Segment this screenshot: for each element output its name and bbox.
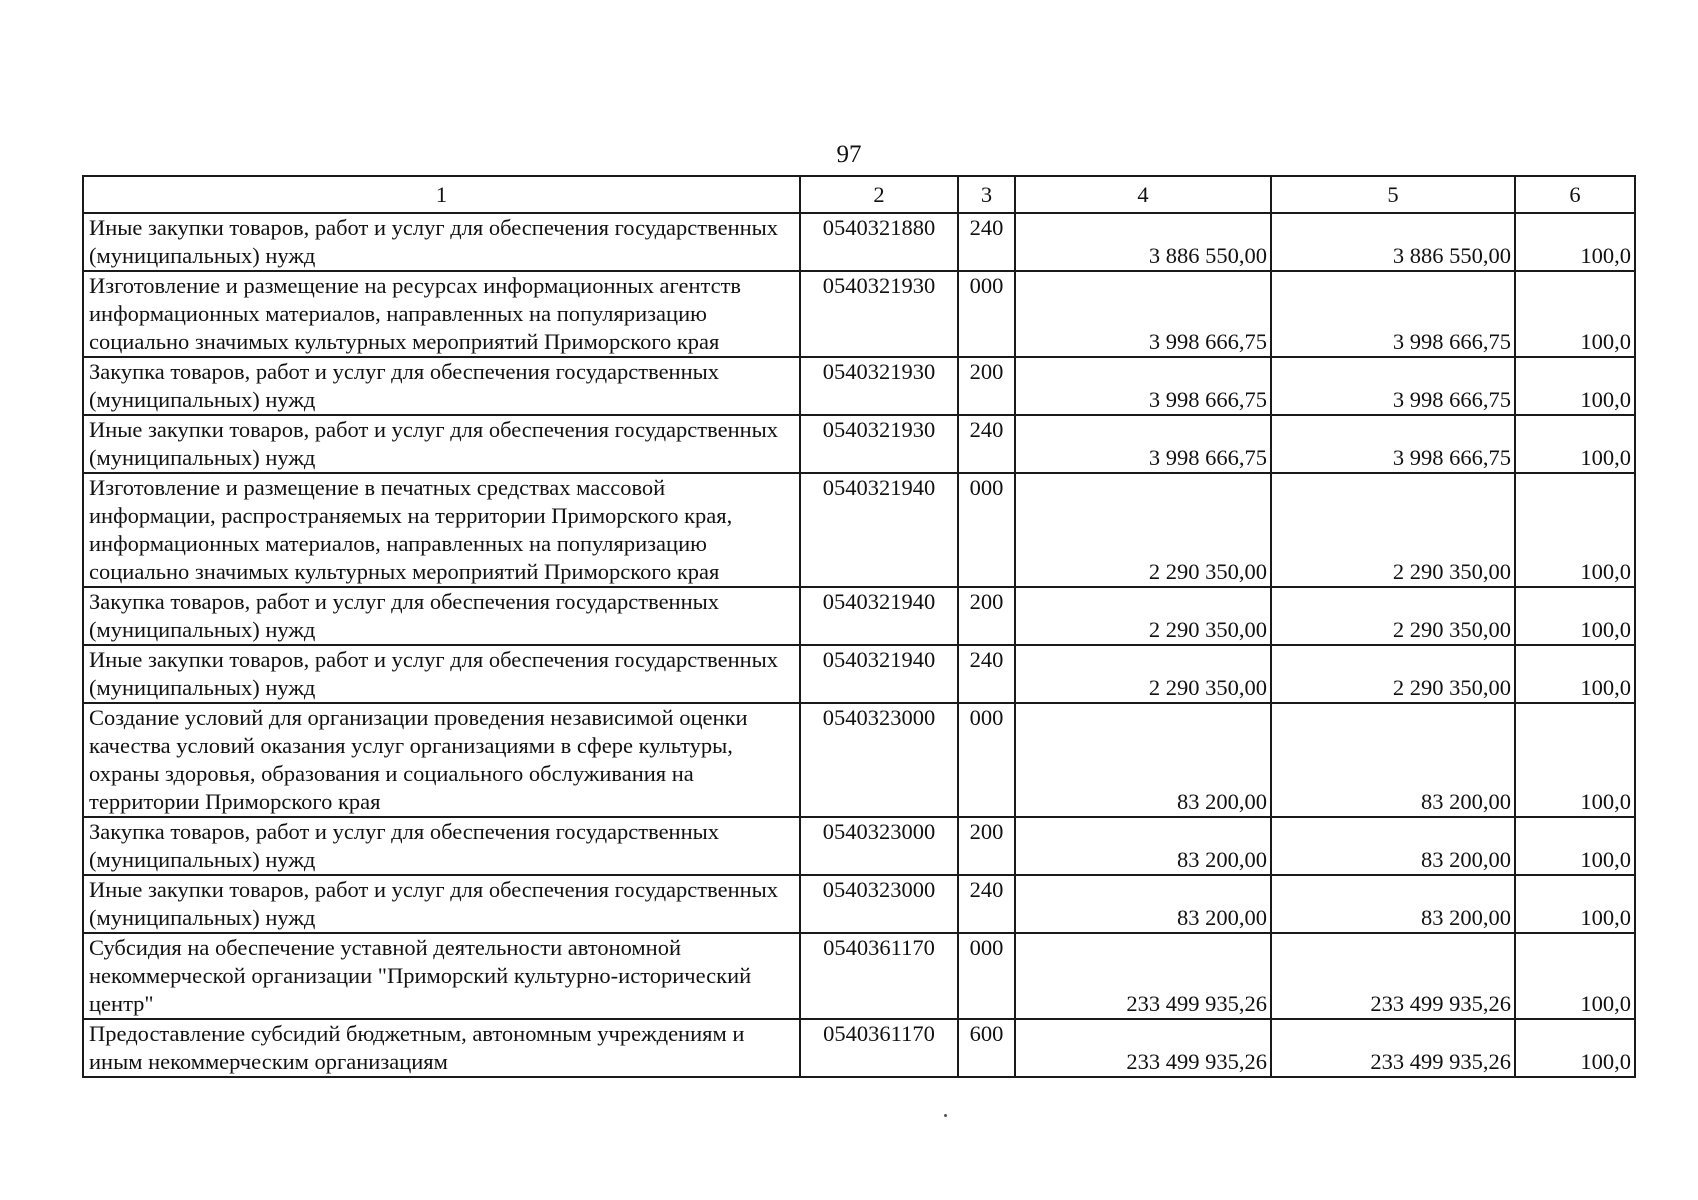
row-value-4-cell: 3 886 550,00	[1015, 213, 1271, 271]
row-percent-cell: 100,0	[1515, 817, 1635, 875]
row-value-4-cell: 2 290 350,00	[1015, 645, 1271, 703]
row-name-cell: Изготовление и размещение в печатных средствах массовой информации, распространяемых на территории Приморского края, информационных материалов, направленных на популяризацию социально значимых культурных мероприятий Приморского края	[83, 473, 800, 587]
row-type-cell: 000	[958, 271, 1015, 357]
row-value-5-cell: 2 290 350,00	[1271, 473, 1515, 587]
row-name-cell: Закупка товаров, работ и услуг для обеспечения государственных (муниципальных) нужд	[83, 817, 800, 875]
row-value-5-cell: 83 200,00	[1271, 875, 1515, 933]
header-cell-3: 3	[958, 176, 1015, 213]
row-type-cell: 000	[958, 473, 1015, 587]
row-value-4-cell: 233 499 935,26	[1015, 933, 1271, 1019]
row-value-4-cell: 83 200,00	[1015, 817, 1271, 875]
row-percent-cell: 100,0	[1515, 933, 1635, 1019]
row-value-5-cell: 3 998 666,75	[1271, 415, 1515, 473]
row-code-cell: 0540321880	[800, 213, 958, 271]
table-row	[83, 415, 1635, 473]
row-value-4-cell: 3 998 666,75	[1015, 271, 1271, 357]
row-name-cell: Иные закупки товаров, работ и услуг для обеспечения государственных (муниципальных) нужд	[83, 645, 800, 703]
table-row	[83, 1019, 1635, 1077]
row-value-5-cell: 233 499 935,26	[1271, 933, 1515, 1019]
row-percent-cell: 100,0	[1515, 703, 1635, 817]
row-value-4-cell: 233 499 935,26	[1015, 1019, 1271, 1077]
row-code-cell: 0540323000	[800, 817, 958, 875]
row-code-cell: 0540321940	[800, 473, 958, 587]
row-type-cell: 600	[958, 1019, 1015, 1077]
table-row	[83, 271, 1635, 357]
row-percent-cell: 100,0	[1515, 473, 1635, 587]
row-percent-cell: 100,0	[1515, 645, 1635, 703]
row-name-cell: Иные закупки товаров, работ и услуг для обеспечения государственных (муниципальных) нужд	[83, 415, 800, 473]
row-code-cell: 0540321930	[800, 415, 958, 473]
page-number: 97	[836, 141, 862, 168]
header-cell-2: 2	[800, 176, 958, 213]
row-value-5-cell: 3 998 666,75	[1271, 271, 1515, 357]
row-name-cell: Закупка товаров, работ и услуг для обеспечения государственных (муниципальных) нужд	[83, 587, 800, 645]
budget-table	[82, 175, 1636, 1078]
header-cell-6: 6	[1515, 176, 1635, 213]
row-code-cell: 0540321930	[800, 357, 958, 415]
row-code-cell: 0540323000	[800, 703, 958, 817]
row-type-cell: 240	[958, 645, 1015, 703]
row-value-4-cell: 3 998 666,75	[1015, 415, 1271, 473]
row-type-cell: 240	[958, 213, 1015, 271]
table-row	[83, 817, 1635, 875]
row-code-cell: 0540361170	[800, 933, 958, 1019]
table-row	[83, 645, 1635, 703]
table-row	[83, 357, 1635, 415]
row-name-cell: Иные закупки товаров, работ и услуг для обеспечения государственных (муниципальных) нужд	[83, 213, 800, 271]
row-name-cell: Изготовление и размещение на ресурсах информационных агентств информационных материалов, направленных на популяризацию социально значимых культурных мероприятий Приморского края	[83, 271, 800, 357]
row-value-5-cell: 83 200,00	[1271, 817, 1515, 875]
row-name-cell: Предоставление субсидий бюджетным, автономным учреждениям и иным некоммерческим организациям	[83, 1019, 800, 1077]
row-value-5-cell: 233 499 935,26	[1271, 1019, 1515, 1077]
row-percent-cell: 100,0	[1515, 271, 1635, 357]
row-type-cell: 240	[958, 415, 1015, 473]
scan-speck	[944, 1114, 947, 1117]
row-name-cell: Создание условий для организации проведения независимой оценки качества условий оказания услуг организациями в сфере культуры, охраны здоровья, образования и социального обслуживания на территории Приморского края	[83, 703, 800, 817]
row-code-cell: 0540361170	[800, 1019, 958, 1077]
row-percent-cell: 100,0	[1515, 357, 1635, 415]
table-header-row	[83, 176, 1635, 213]
row-value-5-cell: 3 998 666,75	[1271, 357, 1515, 415]
row-code-cell: 0540323000	[800, 875, 958, 933]
table-row	[83, 213, 1635, 271]
table-row	[83, 473, 1635, 587]
header-cell-1: 1	[83, 176, 800, 213]
row-value-4-cell: 3 998 666,75	[1015, 357, 1271, 415]
row-percent-cell: 100,0	[1515, 875, 1635, 933]
row-value-5-cell: 2 290 350,00	[1271, 587, 1515, 645]
row-value-5-cell: 3 886 550,00	[1271, 213, 1515, 271]
row-value-4-cell: 2 290 350,00	[1015, 587, 1271, 645]
row-code-cell: 0540321930	[800, 271, 958, 357]
row-percent-cell: 100,0	[1515, 415, 1635, 473]
table-row	[83, 875, 1635, 933]
table-body	[83, 176, 1635, 1077]
table-row	[83, 703, 1635, 817]
row-type-cell: 240	[958, 875, 1015, 933]
table-row	[83, 933, 1635, 1019]
row-value-4-cell: 83 200,00	[1015, 875, 1271, 933]
row-value-5-cell: 2 290 350,00	[1271, 645, 1515, 703]
row-type-cell: 200	[958, 817, 1015, 875]
row-name-cell: Иные закупки товаров, работ и услуг для обеспечения государственных (муниципальных) нужд	[83, 875, 800, 933]
row-type-cell: 000	[958, 933, 1015, 1019]
row-type-cell: 000	[958, 703, 1015, 817]
row-type-cell: 200	[958, 587, 1015, 645]
table-row	[83, 587, 1635, 645]
header-cell-5: 5	[1271, 176, 1515, 213]
row-percent-cell: 100,0	[1515, 1019, 1635, 1077]
row-value-4-cell: 83 200,00	[1015, 703, 1271, 817]
row-name-cell: Закупка товаров, работ и услуг для обеспечения государственных (муниципальных) нужд	[83, 357, 800, 415]
row-percent-cell: 100,0	[1515, 213, 1635, 271]
row-type-cell: 200	[958, 357, 1015, 415]
row-percent-cell: 100,0	[1515, 587, 1635, 645]
row-value-5-cell: 83 200,00	[1271, 703, 1515, 817]
row-name-cell: Субсидия на обеспечение уставной деятельности автономной некоммерческой организации "Приморский культурно-исторический центр"	[83, 933, 800, 1019]
header-cell-4: 4	[1015, 176, 1271, 213]
row-value-4-cell: 2 290 350,00	[1015, 473, 1271, 587]
row-code-cell: 0540321940	[800, 645, 958, 703]
row-code-cell: 0540321940	[800, 587, 958, 645]
